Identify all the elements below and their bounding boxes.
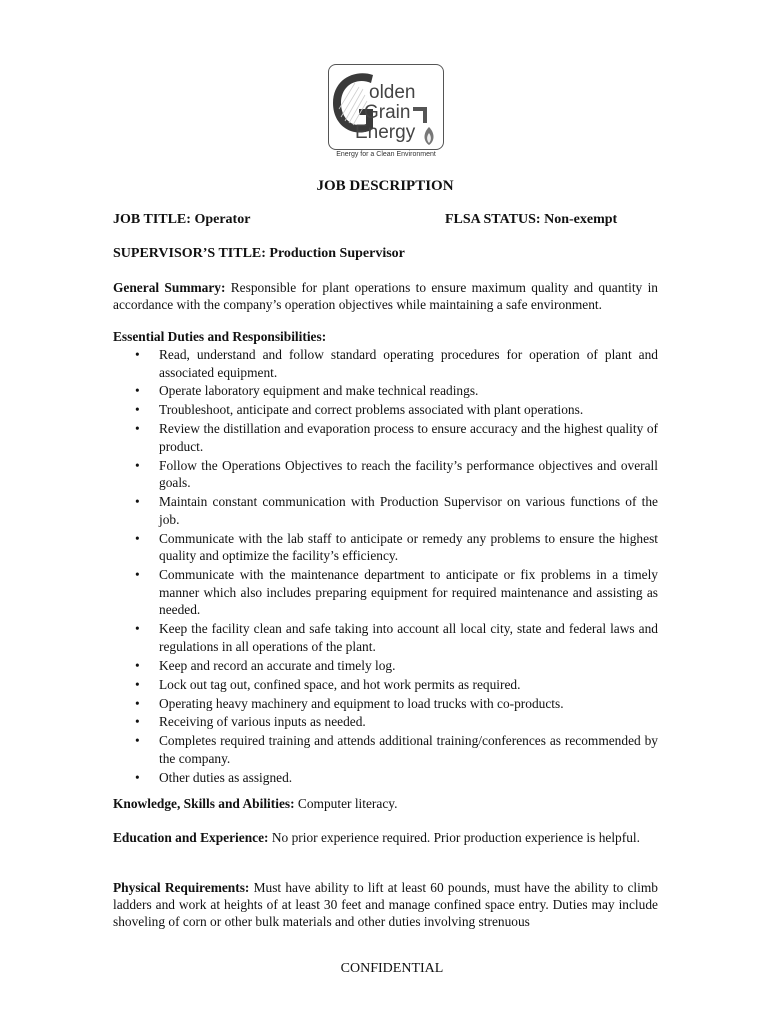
list-item (113, 657, 658, 675)
list-item (113, 382, 658, 400)
list-item (113, 420, 658, 455)
list-item-text: Communicate with the maintenance department to anticipate or fix problems in a timely manner which also includes preparing equipment for required maintenance and assisting as needed. (159, 567, 658, 618)
list-item-text: Lock out tag out, confined space, and hot work permits as required. (159, 676, 521, 692)
bullet-icon: • (135, 457, 140, 473)
flsa-row (445, 212, 617, 228)
education-label: Education and Experience: (113, 830, 269, 845)
supervisor-value: Production Supervisor (269, 246, 405, 261)
bullet-icon: • (135, 347, 140, 362)
logo-line3: Energy (355, 122, 416, 143)
list-item (113, 493, 658, 528)
bullet-icon: • (135, 494, 140, 510)
list-item-text: Read, understand and follow standard operating procedures for operation of plant and associated equipment. (159, 347, 658, 380)
logo-line2: Grain (364, 102, 411, 123)
list-item (113, 676, 658, 694)
physical-label: Physical Requirements: (113, 880, 250, 895)
list-item (113, 620, 658, 655)
list-item-text: Operating heavy machinery and equipment to load trucks with co-products. (159, 695, 564, 711)
duties-list (113, 346, 658, 788)
knowledge-label: Knowledge, Skills and Abilities: (113, 796, 295, 811)
job-title-label: JOB TITLE: (113, 212, 191, 227)
list-item (113, 732, 658, 767)
list-item-text: Troubleshoot, anticipate and correct problems associated with plant operations. (159, 402, 584, 418)
list-item-text: Completes required training and attends additional training/conferences as recommended by the company. (159, 733, 658, 766)
list-item-text: Keep and record an accurate and timely log. (159, 657, 396, 673)
bullet-icon: • (135, 676, 140, 692)
logo-line1: olden (369, 82, 416, 103)
education-text: No prior experience required. Prior production experience is helpful. (271, 830, 640, 845)
bullet-icon: • (135, 769, 140, 785)
logo-tagline: Energy for a Clean Environment (336, 151, 436, 158)
list-item-text: Keep the facility clean and safe taking into account all local city, state and federal laws and regulations in all operations of the plant. (159, 621, 658, 654)
list-item (113, 346, 658, 381)
bullet-icon: • (135, 530, 140, 546)
bullet-icon: • (135, 421, 140, 437)
list-item (113, 566, 658, 619)
bullet-icon: • (135, 402, 140, 418)
job-title-row (113, 212, 250, 228)
general-summary-text: Responsible for plant operations to ensure maximum quality and quantity in accordance with the company’s operation objectives while maintaining a safe environment. (113, 280, 658, 312)
list-item-text: Follow the Operations Objectives to reach the facility’s performance objectives and overall goals. (159, 457, 658, 491)
bullet-icon: • (135, 733, 140, 749)
list-item (113, 457, 658, 492)
list-item-text: Maintain constant communication with Production Supervisor on various functions of the job. (159, 494, 658, 527)
list-item (113, 530, 658, 565)
list-item (113, 769, 658, 787)
list-item-text: Operate laboratory equipment and make technical readings. (159, 383, 479, 399)
flsa-value: Non-exempt (544, 212, 618, 227)
list-item (113, 401, 658, 419)
general-summary (113, 279, 658, 313)
list-item-text: Other duties as assigned. (159, 769, 293, 785)
bullet-icon: • (135, 567, 140, 583)
bullet-icon: • (135, 695, 140, 711)
list-item (113, 713, 658, 731)
confidential-footer: CONFIDENTIAL (340, 961, 444, 976)
bullet-icon: • (135, 383, 140, 399)
bullet-icon: • (135, 657, 140, 673)
general-summary-label: General Summary: (113, 280, 226, 295)
list-item-text: Review the distillation and evaporation process to ensure accuracy and the highest quality of product. (159, 421, 658, 454)
physical-paragraph (113, 879, 658, 930)
knowledge-paragraph (113, 795, 658, 812)
supervisor-label: SUPERVISOR’S TITLE: (113, 246, 266, 261)
physical-text: Must have ability to lift at least 60 pounds, must have the ability to climb ladders and work at heights of at least 30 feet and manage confined space entry. Duties may include shoveling of corn or other bulk materials and other duties involving strenuous (113, 880, 658, 929)
job-title-value: Operator (194, 212, 251, 227)
bullet-icon: • (135, 714, 140, 730)
flsa-label: FLSA STATUS: (445, 212, 541, 227)
list-item-text: Receiving of various inputs as needed. (159, 714, 366, 730)
document-title: JOB DESCRIPTION (316, 178, 454, 194)
knowledge-text: Computer literacy. (297, 796, 398, 811)
supervisor-row (113, 246, 405, 262)
bullet-icon: • (135, 621, 140, 637)
list-item (113, 695, 658, 713)
education-paragraph (113, 829, 658, 846)
company-logo (328, 64, 444, 150)
duties-heading: Essential Duties and Responsibilities: (113, 329, 327, 344)
golden-grain-energy-logo-icon (329, 65, 444, 150)
list-item-text: Communicate with the lab staff to anticipate or remedy any problems to ensure the highest quality and optimize the facility’s efficiency. (159, 530, 658, 564)
